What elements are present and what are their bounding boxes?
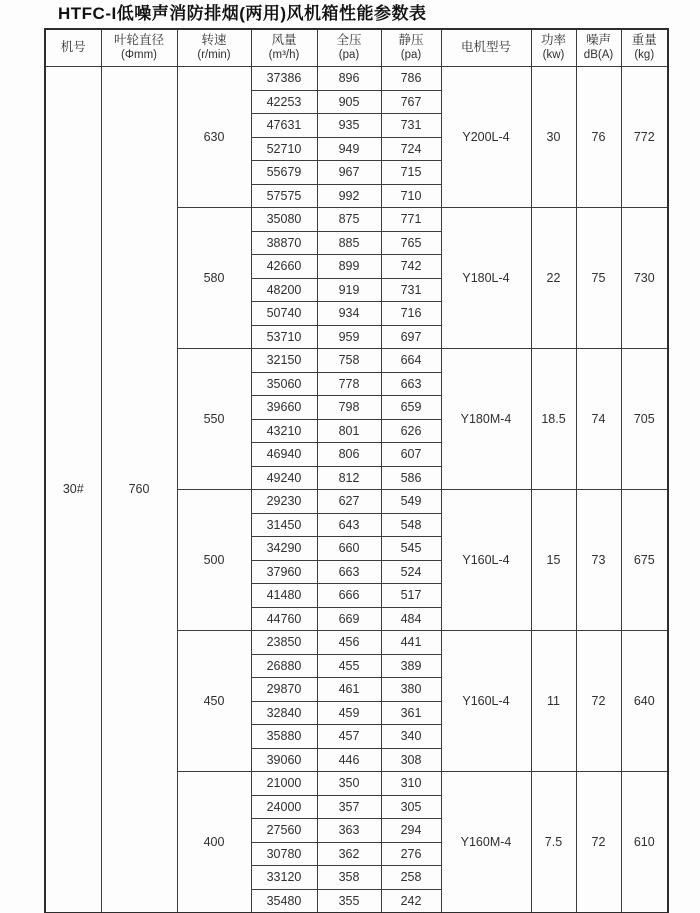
cell-airflow: 43210 xyxy=(251,419,317,443)
cell-power: 7.5 xyxy=(531,772,576,913)
cell-speed: 550 xyxy=(177,349,251,490)
cell-airflow: 41480 xyxy=(251,584,317,608)
col-header-machine-no: 机号 xyxy=(45,29,101,67)
cell-airflow: 44760 xyxy=(251,607,317,631)
cell-speed: 450 xyxy=(177,631,251,772)
cell-speed: 630 xyxy=(177,67,251,208)
cell-static-pressure: 389 xyxy=(381,654,441,678)
cell-static-pressure: 548 xyxy=(381,513,441,537)
cell-total-pressure: 666 xyxy=(317,584,381,608)
cell-static-pressure: 545 xyxy=(381,537,441,561)
cell-total-pressure: 461 xyxy=(317,678,381,702)
cell-power: 11 xyxy=(531,631,576,772)
table-body xyxy=(45,67,668,913)
cell-noise: 73 xyxy=(576,490,621,631)
cell-total-pressure: 363 xyxy=(317,819,381,843)
cell-noise: 76 xyxy=(576,67,621,208)
col-header-weight: 重量 (kg) xyxy=(621,29,668,67)
cell-airflow: 30780 xyxy=(251,842,317,866)
cell-airflow: 29230 xyxy=(251,490,317,514)
cell-total-pressure: 627 xyxy=(317,490,381,514)
cell-static-pressure: 626 xyxy=(381,419,441,443)
cell-machine-no: 30# xyxy=(45,67,101,913)
cell-airflow: 38870 xyxy=(251,231,317,255)
cell-noise: 72 xyxy=(576,631,621,772)
cell-total-pressure: 358 xyxy=(317,866,381,890)
col-header-motor-model: 电机型号 xyxy=(441,29,531,67)
cell-static-pressure: 308 xyxy=(381,748,441,772)
cell-total-pressure: 669 xyxy=(317,607,381,631)
cell-speed: 400 xyxy=(177,772,251,913)
cell-total-pressure: 362 xyxy=(317,842,381,866)
cell-static-pressure: 715 xyxy=(381,161,441,185)
cell-static-pressure: 242 xyxy=(381,889,441,913)
cell-total-pressure: 919 xyxy=(317,278,381,302)
cell-airflow: 34290 xyxy=(251,537,317,561)
cell-static-pressure: 664 xyxy=(381,349,441,373)
cell-total-pressure: 643 xyxy=(317,513,381,537)
cell-static-pressure: 340 xyxy=(381,725,441,749)
cell-total-pressure: 457 xyxy=(317,725,381,749)
cell-weight: 772 xyxy=(621,67,668,208)
cell-airflow: 31450 xyxy=(251,513,317,537)
cell-airflow: 35060 xyxy=(251,372,317,396)
cell-static-pressure: 484 xyxy=(381,607,441,631)
header-row xyxy=(45,29,668,67)
cell-static-pressure: 586 xyxy=(381,466,441,490)
cell-airflow: 57575 xyxy=(251,184,317,208)
cell-total-pressure: 959 xyxy=(317,325,381,349)
cell-airflow: 21000 xyxy=(251,772,317,796)
cell-motor-model: Y160L-4 xyxy=(441,490,531,631)
cell-airflow: 46940 xyxy=(251,443,317,467)
cell-airflow: 52710 xyxy=(251,137,317,161)
cell-total-pressure: 446 xyxy=(317,748,381,772)
cell-motor-model: Y200L-4 xyxy=(441,67,531,208)
cell-power: 18.5 xyxy=(531,349,576,490)
cell-static-pressure: 731 xyxy=(381,114,441,138)
cell-airflow: 37386 xyxy=(251,67,317,91)
cell-static-pressure: 517 xyxy=(381,584,441,608)
table-row xyxy=(45,67,668,91)
cell-static-pressure: 361 xyxy=(381,701,441,725)
cell-airflow: 37960 xyxy=(251,560,317,584)
cell-airflow: 39660 xyxy=(251,396,317,420)
cell-static-pressure: 380 xyxy=(381,678,441,702)
cell-total-pressure: 992 xyxy=(317,184,381,208)
cell-total-pressure: 905 xyxy=(317,90,381,114)
cell-motor-model: Y160L-4 xyxy=(441,631,531,772)
cell-total-pressure: 899 xyxy=(317,255,381,279)
cell-weight: 730 xyxy=(621,208,668,349)
cell-total-pressure: 455 xyxy=(317,654,381,678)
cell-static-pressure: 549 xyxy=(381,490,441,514)
cell-motor-model: Y160M-4 xyxy=(441,772,531,913)
cell-total-pressure: 801 xyxy=(317,419,381,443)
cell-total-pressure: 660 xyxy=(317,537,381,561)
cell-airflow: 24000 xyxy=(251,795,317,819)
cell-static-pressure: 731 xyxy=(381,278,441,302)
cell-total-pressure: 812 xyxy=(317,466,381,490)
cell-power: 15 xyxy=(531,490,576,631)
cell-static-pressure: 697 xyxy=(381,325,441,349)
cell-airflow: 32150 xyxy=(251,349,317,373)
col-header-impeller-diameter: 叶轮直径 (Φmm) xyxy=(101,29,177,67)
cell-noise: 75 xyxy=(576,208,621,349)
col-header-speed: 转速 (r/min) xyxy=(177,29,251,67)
cell-total-pressure: 896 xyxy=(317,67,381,91)
cell-airflow: 49240 xyxy=(251,466,317,490)
cell-airflow: 50740 xyxy=(251,302,317,326)
cell-speed: 500 xyxy=(177,490,251,631)
col-header-static-pressure: 静压 (pa) xyxy=(381,29,441,67)
cell-total-pressure: 875 xyxy=(317,208,381,232)
cell-airflow: 48200 xyxy=(251,278,317,302)
cell-power: 22 xyxy=(531,208,576,349)
cell-static-pressure: 710 xyxy=(381,184,441,208)
cell-total-pressure: 935 xyxy=(317,114,381,138)
col-header-noise: 噪声 dB(A) xyxy=(576,29,621,67)
cell-airflow: 35080 xyxy=(251,208,317,232)
cell-airflow: 53710 xyxy=(251,325,317,349)
cell-total-pressure: 758 xyxy=(317,349,381,373)
cell-static-pressure: 786 xyxy=(381,67,441,91)
cell-static-pressure: 765 xyxy=(381,231,441,255)
col-header-power: 功率 (kw) xyxy=(531,29,576,67)
cell-total-pressure: 967 xyxy=(317,161,381,185)
table-header xyxy=(45,29,668,67)
cell-airflow: 26880 xyxy=(251,654,317,678)
cell-airflow: 35480 xyxy=(251,889,317,913)
cell-airflow: 39060 xyxy=(251,748,317,772)
page-title: HTFC-I低噪声消防排烟(两用)风机箱性能参数表 xyxy=(58,4,427,23)
cell-speed: 580 xyxy=(177,208,251,349)
cell-noise: 72 xyxy=(576,772,621,913)
cell-power: 30 xyxy=(531,67,576,208)
cell-static-pressure: 310 xyxy=(381,772,441,796)
cell-static-pressure: 258 xyxy=(381,866,441,890)
fan-spec-table xyxy=(44,28,669,913)
cell-airflow: 42660 xyxy=(251,255,317,279)
cell-total-pressure: 357 xyxy=(317,795,381,819)
cell-total-pressure: 355 xyxy=(317,889,381,913)
cell-static-pressure: 441 xyxy=(381,631,441,655)
cell-airflow: 55679 xyxy=(251,161,317,185)
cell-static-pressure: 294 xyxy=(381,819,441,843)
cell-static-pressure: 724 xyxy=(381,137,441,161)
cell-total-pressure: 778 xyxy=(317,372,381,396)
cell-airflow: 32840 xyxy=(251,701,317,725)
cell-static-pressure: 663 xyxy=(381,372,441,396)
cell-total-pressure: 934 xyxy=(317,302,381,326)
cell-static-pressure: 607 xyxy=(381,443,441,467)
cell-weight: 675 xyxy=(621,490,668,631)
cell-airflow: 23850 xyxy=(251,631,317,655)
cell-weight: 640 xyxy=(621,631,668,772)
cell-airflow: 42253 xyxy=(251,90,317,114)
cell-static-pressure: 524 xyxy=(381,560,441,584)
cell-static-pressure: 771 xyxy=(381,208,441,232)
cell-static-pressure: 305 xyxy=(381,795,441,819)
cell-static-pressure: 276 xyxy=(381,842,441,866)
cell-total-pressure: 459 xyxy=(317,701,381,725)
cell-static-pressure: 716 xyxy=(381,302,441,326)
cell-total-pressure: 949 xyxy=(317,137,381,161)
cell-total-pressure: 885 xyxy=(317,231,381,255)
cell-motor-model: Y180M-4 xyxy=(441,349,531,490)
cell-airflow: 27560 xyxy=(251,819,317,843)
cell-total-pressure: 663 xyxy=(317,560,381,584)
cell-impeller-diameter: 760 xyxy=(101,67,177,913)
cell-airflow: 33120 xyxy=(251,866,317,890)
cell-weight: 610 xyxy=(621,772,668,913)
cell-total-pressure: 806 xyxy=(317,443,381,467)
cell-static-pressure: 742 xyxy=(381,255,441,279)
cell-weight: 705 xyxy=(621,349,668,490)
cell-static-pressure: 767 xyxy=(381,90,441,114)
cell-total-pressure: 350 xyxy=(317,772,381,796)
cell-noise: 74 xyxy=(576,349,621,490)
cell-total-pressure: 798 xyxy=(317,396,381,420)
cell-total-pressure: 456 xyxy=(317,631,381,655)
col-header-total-pressure: 全压 (pa) xyxy=(317,29,381,67)
cell-airflow: 29870 xyxy=(251,678,317,702)
cell-static-pressure: 659 xyxy=(381,396,441,420)
cell-airflow: 47631 xyxy=(251,114,317,138)
col-header-airflow: 风量 (m³/h) xyxy=(251,29,317,67)
cell-airflow: 35880 xyxy=(251,725,317,749)
cell-motor-model: Y180L-4 xyxy=(441,208,531,349)
